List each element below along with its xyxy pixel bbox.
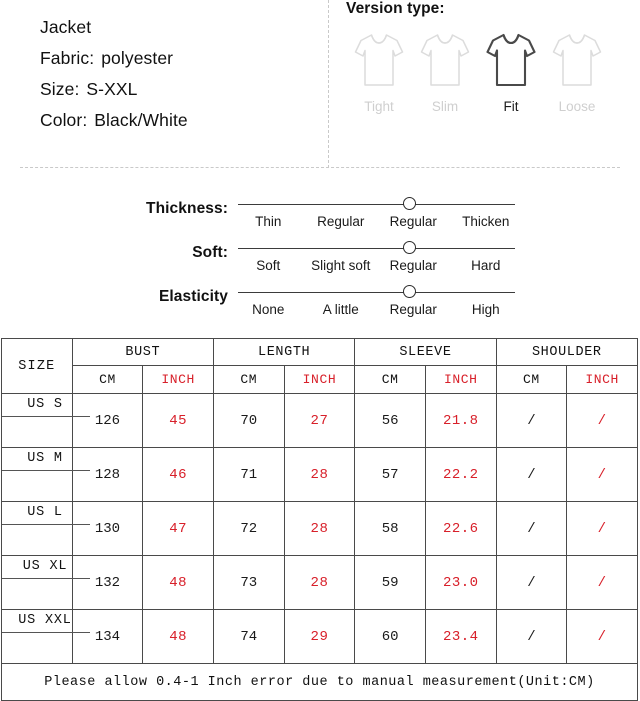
slider-knob[interactable]: [403, 197, 416, 210]
slider-knob[interactable]: [403, 285, 416, 298]
cell-bust-inch: 48: [143, 556, 214, 610]
slider-tick-label[interactable]: Soft: [256, 258, 281, 273]
slider-tick-label[interactable]: Thicken: [462, 214, 510, 229]
tshirt-icon-wrapper: [478, 30, 544, 92]
header-unit-length-inch: INCH: [284, 366, 355, 394]
version-option-label: Tight: [364, 99, 394, 114]
slider-tick-label[interactable]: Regular: [317, 214, 365, 229]
tshirt-icon: [549, 30, 605, 90]
version-option-label: Loose: [558, 99, 596, 114]
size-label: US L: [2, 502, 90, 525]
slider-row: [0, 284, 640, 328]
cell-length-cm: 70: [213, 394, 284, 448]
version-option-label: Fit: [503, 99, 519, 114]
size-label: US XL: [2, 556, 90, 579]
slider-tick-label[interactable]: Slight soft: [311, 258, 371, 273]
product-info-value: S-XXL: [86, 79, 138, 99]
header-unit-length-cm: CM: [213, 366, 284, 394]
cell-shoulder-cm: /: [496, 556, 567, 610]
product-info-label: Color:: [40, 110, 88, 130]
cell-bust-inch: 46: [143, 448, 214, 502]
slider-tick-label[interactable]: Regular: [389, 258, 437, 273]
product-info-label: Fabric:: [40, 48, 95, 68]
cell-sleeve-cm: 58: [355, 502, 426, 556]
cell-shoulder-cm: /: [496, 610, 567, 664]
cell-bust-cm: 130: [72, 502, 143, 556]
slider-label: Elasticity: [158, 288, 228, 305]
version-option-label: Slim: [431, 99, 459, 114]
cell-length-cm: 73: [213, 556, 284, 610]
table-header-unit-row: [2, 366, 638, 394]
header-group-length: LENGTH: [213, 339, 354, 366]
table-body: [2, 394, 638, 664]
slider-tick-label[interactable]: Hard: [471, 258, 501, 273]
product-info-value: polyester: [101, 48, 174, 68]
cell-length-cm: 71: [213, 448, 284, 502]
tshirt-icon: [483, 30, 539, 90]
table-footer: [2, 664, 638, 701]
slider-knob[interactable]: [403, 241, 416, 254]
tshirt-icon-wrapper: [346, 30, 412, 92]
slider-track[interactable]: [238, 240, 515, 256]
table-header: [2, 339, 638, 394]
version-type-options: [346, 30, 636, 114]
cell-shoulder-cm: /: [496, 394, 567, 448]
cell-bust-cm: 126: [72, 394, 143, 448]
cell-length-inch: 29: [284, 610, 355, 664]
slider-line: [238, 204, 515, 205]
size-label: US M: [2, 448, 90, 471]
cell-bust-inch: 48: [143, 610, 214, 664]
product-info-line: [40, 74, 320, 105]
cell-bust-inch: 47: [143, 502, 214, 556]
header-unit-shoulder-inch: INCH: [567, 366, 638, 394]
cell-bust-cm: 132: [72, 556, 143, 610]
version-option-fit[interactable]: [478, 30, 544, 114]
cell-length-inch: 28: [284, 502, 355, 556]
header-unit-shoulder-cm: CM: [496, 366, 567, 394]
cell-length-cm: 74: [213, 610, 284, 664]
vertical-dashed-divider: [328, 0, 329, 168]
cell-shoulder-cm: /: [496, 502, 567, 556]
slider-tick-label[interactable]: Regular: [389, 214, 437, 229]
horizontal-dashed-divider: [20, 167, 620, 168]
attribute-sliders: [0, 196, 640, 328]
cell-size: [2, 556, 73, 610]
cell-sleeve-cm: 59: [355, 556, 426, 610]
cell-shoulder-inch: /: [567, 610, 638, 664]
product-info-label: Size:: [40, 79, 80, 99]
cell-shoulder-inch: /: [567, 556, 638, 610]
cell-sleeve-cm: 57: [355, 448, 426, 502]
slider-tick-label[interactable]: High: [471, 302, 500, 317]
cell-length-cm: 72: [213, 502, 284, 556]
slider-label: Thickness:: [146, 200, 228, 217]
cell-size: [2, 394, 73, 448]
header-unit-bust-cm: CM: [72, 366, 143, 394]
slider-ticks: [232, 214, 522, 229]
version-type-title: Version type:: [346, 0, 445, 17]
header-group-bust: BUST: [72, 339, 213, 366]
header-unit-sleeve-cm: CM: [355, 366, 426, 394]
slider-line: [238, 292, 515, 293]
header-unit-bust-inch: INCH: [143, 366, 214, 394]
cell-shoulder-cm: /: [496, 448, 567, 502]
slider-tick-label[interactable]: Regular: [389, 302, 437, 317]
header-unit-sleeve-inch: INCH: [425, 366, 496, 394]
cell-length-inch: 28: [284, 448, 355, 502]
product-info-label: Jacket: [40, 17, 92, 37]
slider-tick-label[interactable]: Thin: [255, 214, 282, 229]
cell-sleeve-inch: 22.2: [425, 448, 496, 502]
cell-sleeve-inch: 21.8: [425, 394, 496, 448]
cell-size: [2, 502, 73, 556]
tshirt-icon: [351, 30, 407, 90]
product-info-line: [40, 43, 320, 74]
cell-size: [2, 448, 73, 502]
cell-size: [2, 610, 73, 664]
slider-tick-label[interactable]: A little: [322, 302, 359, 317]
size-label: US XXL: [2, 610, 90, 633]
table-row: [2, 448, 638, 502]
cell-length-inch: 28: [284, 556, 355, 610]
table-header-group-row: [2, 339, 638, 366]
tshirt-icon-wrapper: [544, 30, 610, 92]
table-row: [2, 610, 638, 664]
header-group-shoulder: SHOULDER: [496, 339, 637, 366]
cell-bust-cm: 134: [72, 610, 143, 664]
version-option-tight[interactable]: [346, 30, 412, 114]
size-chart-table: [1, 338, 638, 701]
cell-sleeve-inch: 23.4: [425, 610, 496, 664]
slider-body: [238, 196, 515, 229]
table-row: [2, 394, 638, 448]
table-row: [2, 502, 638, 556]
cell-shoulder-inch: /: [567, 394, 638, 448]
footer-row: [2, 664, 638, 701]
header-group-sleeve: SLEEVE: [355, 339, 496, 366]
cell-shoulder-inch: /: [567, 448, 638, 502]
cell-length-inch: 27: [284, 394, 355, 448]
cell-bust-cm: 128: [72, 448, 143, 502]
slider-tick-label[interactable]: None: [252, 302, 285, 317]
cell-sleeve-cm: 60: [355, 610, 426, 664]
product-info-line: [40, 105, 320, 136]
slider-track[interactable]: [238, 284, 515, 300]
cell-sleeve-inch: 23.0: [425, 556, 496, 610]
footer-note: Please allow 0.4-1 Inch error due to manual measurement(Unit:CM): [2, 664, 638, 701]
slider-ticks: [232, 302, 522, 317]
cell-sleeve-cm: 56: [355, 394, 426, 448]
product-info-value: Black/White: [94, 110, 188, 130]
version-type-block: [346, 0, 636, 114]
product-info-line: [40, 12, 320, 43]
tshirt-icon: [417, 30, 473, 90]
tshirt-icon-wrapper: [412, 30, 478, 92]
slider-body: [238, 240, 515, 273]
cell-shoulder-inch: /: [567, 502, 638, 556]
product-info-block: [40, 12, 320, 136]
slider-body: [238, 284, 515, 317]
slider-label: Soft:: [192, 244, 228, 261]
table-row: [2, 556, 638, 610]
cell-bust-inch: 45: [143, 394, 214, 448]
slider-row: [0, 196, 640, 240]
cell-sleeve-inch: 22.6: [425, 502, 496, 556]
top-info-area: [0, 0, 640, 170]
size-label: US S: [2, 394, 90, 417]
version-option-slim[interactable]: [412, 30, 478, 114]
slider-row: [0, 240, 640, 284]
slider-track[interactable]: [238, 196, 515, 212]
slider-line: [238, 248, 515, 249]
version-option-loose[interactable]: [544, 30, 610, 114]
header-size: SIZE: [2, 339, 73, 394]
slider-ticks: [232, 258, 522, 273]
